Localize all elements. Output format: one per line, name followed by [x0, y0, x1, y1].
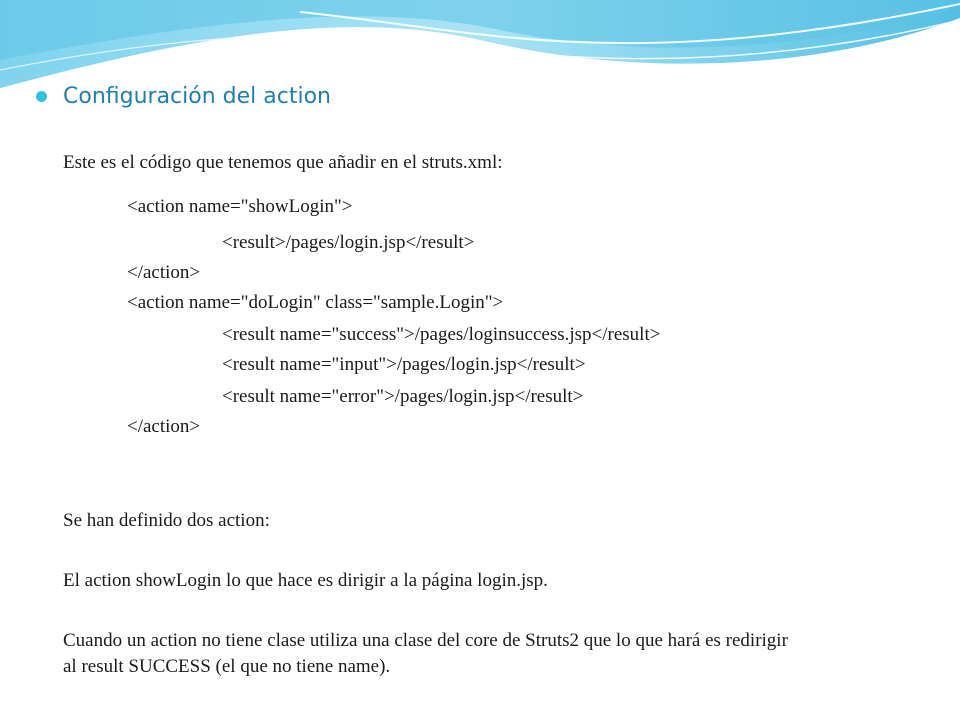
bullet-icon	[36, 91, 47, 102]
paragraph: El action showLogin lo que hace es dirigir a la página login.jsp.	[63, 570, 548, 591]
code-line: </action>	[127, 416, 201, 437]
code-line: <result>/pages/login.jsp</result>	[222, 232, 475, 253]
code-line: <result name="success">/pages/loginsuccess.jsp</result>	[222, 324, 661, 345]
heading-text: Configuración del action	[63, 84, 331, 109]
intro-text: Este es el código que tenemos que añadir en el struts.xml:	[63, 152, 503, 173]
paragraph: Se han definido dos action:	[63, 510, 270, 531]
paragraph: al result SUCCESS (el que no tiene name).	[63, 656, 391, 677]
paragraph: Cuando un action no tiene clase utiliza una clase del core de Struts2 que lo que hará es redirigir	[63, 630, 788, 651]
code-line: <result name="input">/pages/login.jsp</result>	[222, 354, 586, 375]
code-line: <action name="doLogin" class="sample.Login">	[127, 292, 504, 313]
slide-heading	[36, 84, 331, 109]
header-wave-decoration	[0, 0, 960, 90]
code-line: </action>	[127, 262, 201, 283]
code-line: <result name="error">/pages/login.jsp</result>	[222, 386, 584, 407]
code-line: <action name="showLogin">	[127, 196, 353, 217]
